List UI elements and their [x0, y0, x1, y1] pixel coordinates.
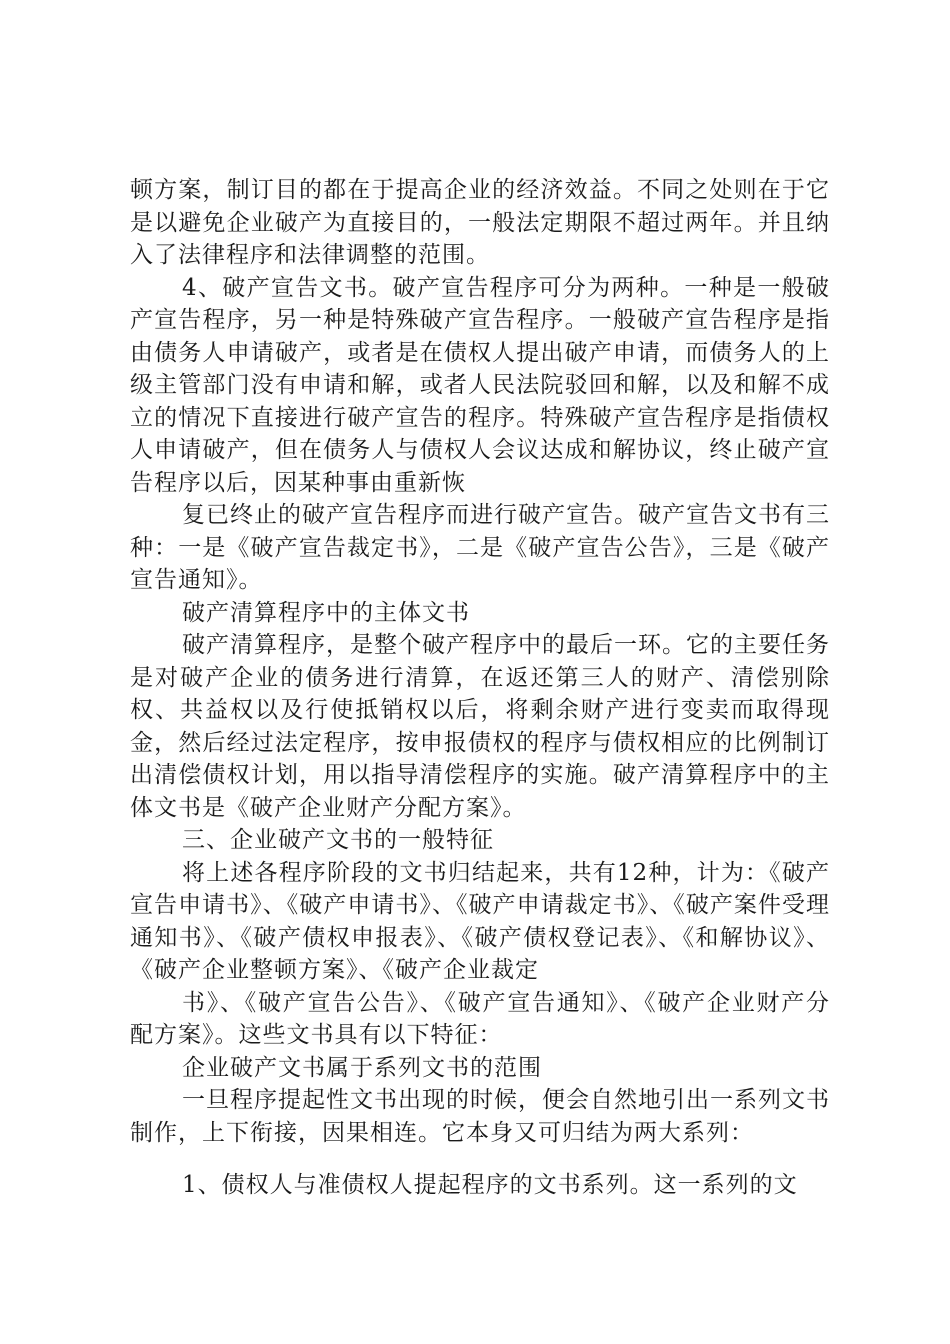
document-body	[130, 174, 830, 1202]
paragraph: 顿方案，制订目的都在于提高企业的经济效益。不同之处则在于它是以避免企业破产为直接目的，一般法定期限不超过两年。并且纳入了法律程序和法律调整的范围。	[130, 177, 830, 268]
section-heading: 三、企业破产文书的一般特征	[182, 827, 494, 853]
section-heading: 破产清算程序中的主体文书	[182, 599, 470, 626]
paragraph: 复已终止的破产宣告程序而进行破产宣告。破产宣告文书有三种：一是《破产宣告裁定书》，二是《破产宣告公告》，三是《破产宣告通知》。	[130, 502, 830, 593]
paragraph: 破产清算程序，是整个破产程序中的最后一环。它的主要任务是对破产企业的债务进行清算，在返还第三人的财产、清偿别除权、共益权以及行使抵销权以后，将剩余财产进行变卖而取得现金，然后经过法定程序，按申报债权的程序与债权相应的比例制订出清偿债权计划，用以指导清偿程序的实施。破产清算程序中的主体文书是《破产企业财产分配方案》。	[130, 632, 830, 821]
paragraph: 4、破产宣告文书。破产宣告程序可分为两种。一种是一般破产宣告程序，另一种是特殊破产宣告程序。一般破产宣告程序是指由债务人申请破产，或者是在债权人提出破产申请，而债务人的上级主管部门没有申请和解，或者人民法院驳回和解，以及和解不成立的情况下直接进行破产宣告的程序。特殊破产宣告程序是指债权人申请破产，但在债务人与债权人会议达成和解协议，终止破产宣告程序以后，因某种事由重新恢	[130, 274, 830, 496]
paragraph: 一旦程序提起性文书出现的时候，便会自然地引出一系列文书制作，上下衔接，因果相连。它本身又可归结为两大系列：	[130, 1087, 830, 1146]
paragraph: 1、债权人与准债权人提起程序的文书系列。这一系列的文	[182, 1172, 798, 1198]
paragraph: 将上述各程序阶段的文书归结起来，共有12种，计为：《破产宣告申请书》、《破产申请书》、《破产申请裁定书》、《破产案件受理通知书》、《破产债权申报表》、《破产债权登记表》、《和解协议》、《破产企业整顿方案》、《破产企业裁定	[130, 859, 830, 983]
section-heading: 企业破产文书属于系列文书的范围	[182, 1054, 542, 1081]
paragraph: 书》、《破产宣告公告》、《破产宣告通知》、《破产企业财产分配方案》。这些文书具有以下特征：	[130, 989, 830, 1048]
